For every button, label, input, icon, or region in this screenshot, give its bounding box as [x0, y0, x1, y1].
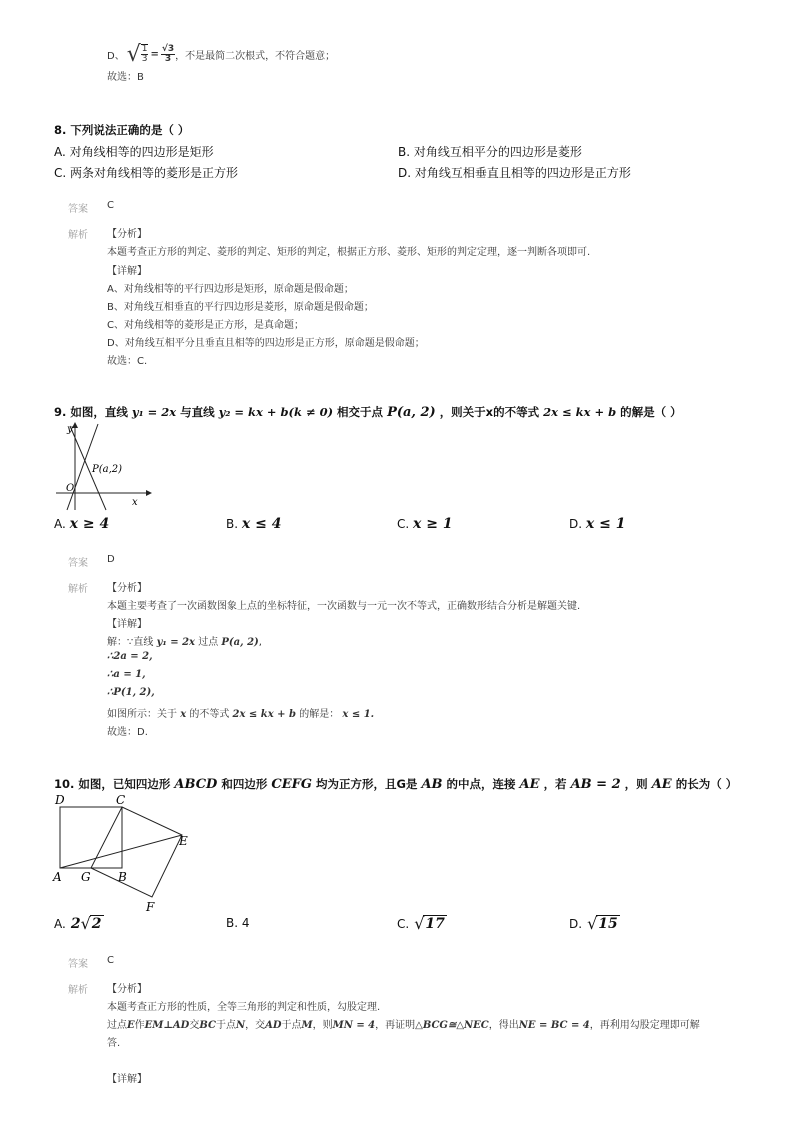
q10-analysis-tag: 解析: [68, 985, 88, 996]
math: ABCD: [174, 777, 218, 792]
q8-analysis-head: 【分析】: [107, 229, 147, 240]
q8-option-a: A. 对角线相等的四边形是矩形: [54, 145, 214, 159]
label-a: A: [53, 870, 62, 884]
math: NE = BC = 4: [518, 1020, 590, 1031]
text: 于点: [281, 1020, 302, 1031]
text: 于点: [215, 1020, 236, 1031]
q10-option-d: [569, 914, 620, 933]
text: 解：∵直线: [107, 637, 154, 648]
q10-answer: C: [107, 955, 114, 966]
point-p-label: P(a,2): [92, 464, 123, 475]
q8-analysis-text: 本题考查正方形的判定、菱形的判定、矩形的判定，根据正方形、菱形、矩形的判定定理，逐一判断各项即可.: [107, 247, 591, 258]
option-math: x ≥ 4: [69, 516, 110, 532]
q9-analysis-text: 本题主要考查了一次函数图象上点的坐标特征，一次函数与一元一次不等式，正确数形结合分析是解题关键.: [107, 601, 581, 612]
q10-analysis-line-1: [107, 1016, 700, 1031]
frac-denominator: 3: [141, 54, 148, 64]
radical-icon: √: [80, 914, 91, 933]
origin-label: O: [66, 483, 75, 494]
radical-icon: √: [414, 914, 425, 933]
q9-eq1: y₁ = 2x: [131, 405, 177, 419]
math: EM⊥AD: [144, 1020, 190, 1031]
q8-detail-line: D、对角线互相平分且垂直且相等的四边形是正方形，原命题是假命题；: [107, 338, 425, 349]
option-radicand: 2: [91, 916, 102, 932]
q8-detail-line: C、对角线相等的菱形是正方形，是真命题；: [107, 320, 304, 331]
q10-option-a: [54, 914, 104, 933]
q9-analysis-head: 【分析】: [107, 583, 147, 594]
math: x: [180, 709, 187, 720]
math: MN = 4: [332, 1020, 376, 1031]
option-letter: C.: [397, 916, 410, 931]
q8-detail-line: 故选：C.: [107, 356, 148, 367]
q10-analysis-line-2: 答.: [107, 1038, 121, 1049]
option-math: x ≤ 4: [241, 516, 282, 532]
q8-answer: C: [107, 200, 114, 211]
q9-option-b: [226, 516, 281, 532]
q7-option-d-line: [107, 40, 335, 68]
q10-stem-text: 和四边形: [221, 777, 268, 791]
q9-detail-line-6: 故选：D.: [107, 727, 148, 738]
q9-inequality: 2x ≤ kx + b: [543, 405, 617, 419]
q8-analysis-tag: 解析: [68, 230, 88, 241]
q7-d-text: ，不是最简二次根式，不符合题意；: [175, 50, 336, 62]
q8-detail-line: B、对角线互相垂直的平行四边形是菱形，原命题是假命题；: [107, 302, 374, 313]
text: 交: [189, 1020, 200, 1031]
option-radicand: 17: [425, 916, 445, 932]
square-cefg: [91, 807, 182, 897]
q7-d-result: [161, 45, 175, 64]
option-math: x ≥ 1: [413, 516, 453, 532]
option-letter: C.: [397, 517, 410, 531]
q7-d-fraction: [141, 44, 149, 64]
q10-figure: [50, 790, 200, 915]
q9-detail-line-5: [107, 705, 374, 720]
frac-denominator: 3: [164, 53, 172, 64]
q10-stem-text: ，则: [624, 777, 648, 791]
q9-stem-text: 相交于点: [337, 405, 384, 419]
q9-detail-line-4: ∴P(1, 2),: [107, 687, 155, 698]
frac-numerator: √3: [161, 43, 175, 54]
math: AD: [265, 1020, 282, 1031]
q10-detail-head: 【详解】: [107, 1074, 147, 1085]
option-radicand: 15: [598, 916, 618, 932]
q9-option-c: [397, 516, 453, 532]
q7-answer: 故选：B: [107, 72, 144, 83]
option-math: x ≤ 1: [585, 516, 626, 532]
text: 如图所示：关于: [107, 709, 177, 720]
radical-icon: √: [587, 914, 598, 933]
option-letter: B.: [226, 517, 239, 531]
text: 的不等式: [189, 709, 230, 720]
text: 作: [134, 1020, 145, 1031]
y-axis-label: y: [67, 424, 73, 435]
q9-detail-head: 【详解】: [107, 619, 147, 630]
text: 的解是：: [299, 709, 340, 720]
q9-detail-line-1: [107, 633, 262, 648]
math: CEFG: [271, 777, 312, 792]
option-letter: A.: [54, 517, 66, 531]
text: ，再证明: [375, 1020, 416, 1031]
q9-stem-text: 9. 如图，直线: [54, 405, 128, 419]
text: 过点: [107, 1020, 127, 1031]
q8-option-b: B. 对角线互相平分的四边形是菱形: [398, 145, 582, 159]
q7-d-prefix: D、: [107, 50, 125, 62]
q8-stem: 8. 下列说法正确的是（ ）: [54, 123, 190, 137]
text: ，则: [312, 1020, 333, 1031]
label-e: E: [179, 834, 188, 848]
q9-analysis-tag: 解析: [68, 584, 88, 595]
q10-option-c: [397, 914, 447, 933]
label-c: C: [116, 793, 126, 807]
q10-option-b: B. 4: [226, 916, 250, 930]
option-letter: A.: [54, 916, 66, 931]
q8-option-d: D. 对角线互相垂直且相等的四边形是正方形: [398, 166, 631, 180]
label-g: G: [81, 870, 91, 884]
math: y₁ = 2x: [156, 637, 196, 648]
label-d: D: [55, 793, 65, 807]
label-b: B: [118, 870, 127, 884]
segment-ae: [60, 835, 182, 868]
q9-stem-text: 与直线: [180, 405, 215, 419]
text: ，得出: [488, 1020, 519, 1031]
x-axis-arrow-icon: [146, 490, 152, 496]
q9-answer-tag: 答案: [68, 558, 88, 569]
y-axis-arrow-icon: [72, 422, 78, 428]
frac-numerator: 1: [141, 44, 148, 54]
q8-answer-tag: 答案: [68, 204, 88, 215]
radical-icon: √: [126, 41, 141, 67]
option-math: 2: [70, 915, 81, 932]
x-axis-label: x: [132, 497, 138, 508]
math: AE: [519, 777, 540, 792]
option-letter: D.: [569, 517, 583, 531]
q9-eq2: y₂ = kx + b(k ≠ 0): [218, 405, 334, 419]
text: 过点: [198, 637, 219, 648]
math: AE: [651, 777, 672, 792]
equals-sign: =: [150, 48, 159, 60]
q9-answer: D: [107, 554, 115, 565]
label-f: F: [146, 900, 155, 914]
text: ,: [258, 637, 262, 648]
q9-point: P(a, 2): [387, 405, 436, 420]
q9-detail-line-2: ∴2a = 2,: [107, 651, 153, 662]
q10-stem-text: 的中点，连接: [446, 777, 516, 791]
q9-stem-text: 的解是（ ）: [620, 405, 682, 419]
q8-option-c: C. 两条对角线相等的菱形是正方形: [54, 166, 239, 180]
text: ，交: [245, 1020, 266, 1031]
math: N: [235, 1020, 246, 1031]
q9-option-d: [569, 516, 625, 532]
math: AB: [421, 777, 443, 792]
q9-graph: [54, 420, 154, 512]
q10-stem-text: 10. 如图，已知四边形: [54, 777, 171, 791]
math: BC: [199, 1020, 216, 1031]
math: AB = 2: [570, 777, 621, 792]
text: ，再利用勾股定理即可解: [589, 1020, 700, 1031]
q10-analysis-text: 本题考查正方形的性质，全等三角形的判定和性质，勾股定理.: [107, 1002, 381, 1013]
q8-detail-head: 【详解】: [107, 266, 147, 277]
q9-option-a: [54, 516, 109, 532]
q9-detail-line-3: ∴a = 1,: [107, 669, 146, 680]
square-abcd: [60, 807, 122, 868]
q10-stem-text: ，若: [543, 777, 567, 791]
math: x ≤ 1.: [342, 709, 375, 720]
q10-analysis-head: 【分析】: [107, 984, 147, 995]
q9-stem: [54, 404, 682, 420]
q8-detail-line: A、对角线相等的平行四边形是矩形，原命题是假命题；: [107, 284, 354, 295]
math: P(a, 2): [221, 637, 259, 648]
math: E: [127, 1020, 135, 1031]
q9-stem-text: ，则关于x的不等式: [439, 405, 540, 419]
math: M: [301, 1020, 313, 1031]
q10-answer-tag: 答案: [68, 959, 88, 970]
math: 2x ≤ kx + b: [232, 709, 297, 720]
q10-stem-text: 的长为（ ）: [675, 777, 738, 791]
math: △BCG≅△NEC: [415, 1020, 489, 1031]
q10-stem-text: 均为正方形，且G是: [315, 777, 418, 791]
option-letter: D.: [569, 916, 583, 931]
